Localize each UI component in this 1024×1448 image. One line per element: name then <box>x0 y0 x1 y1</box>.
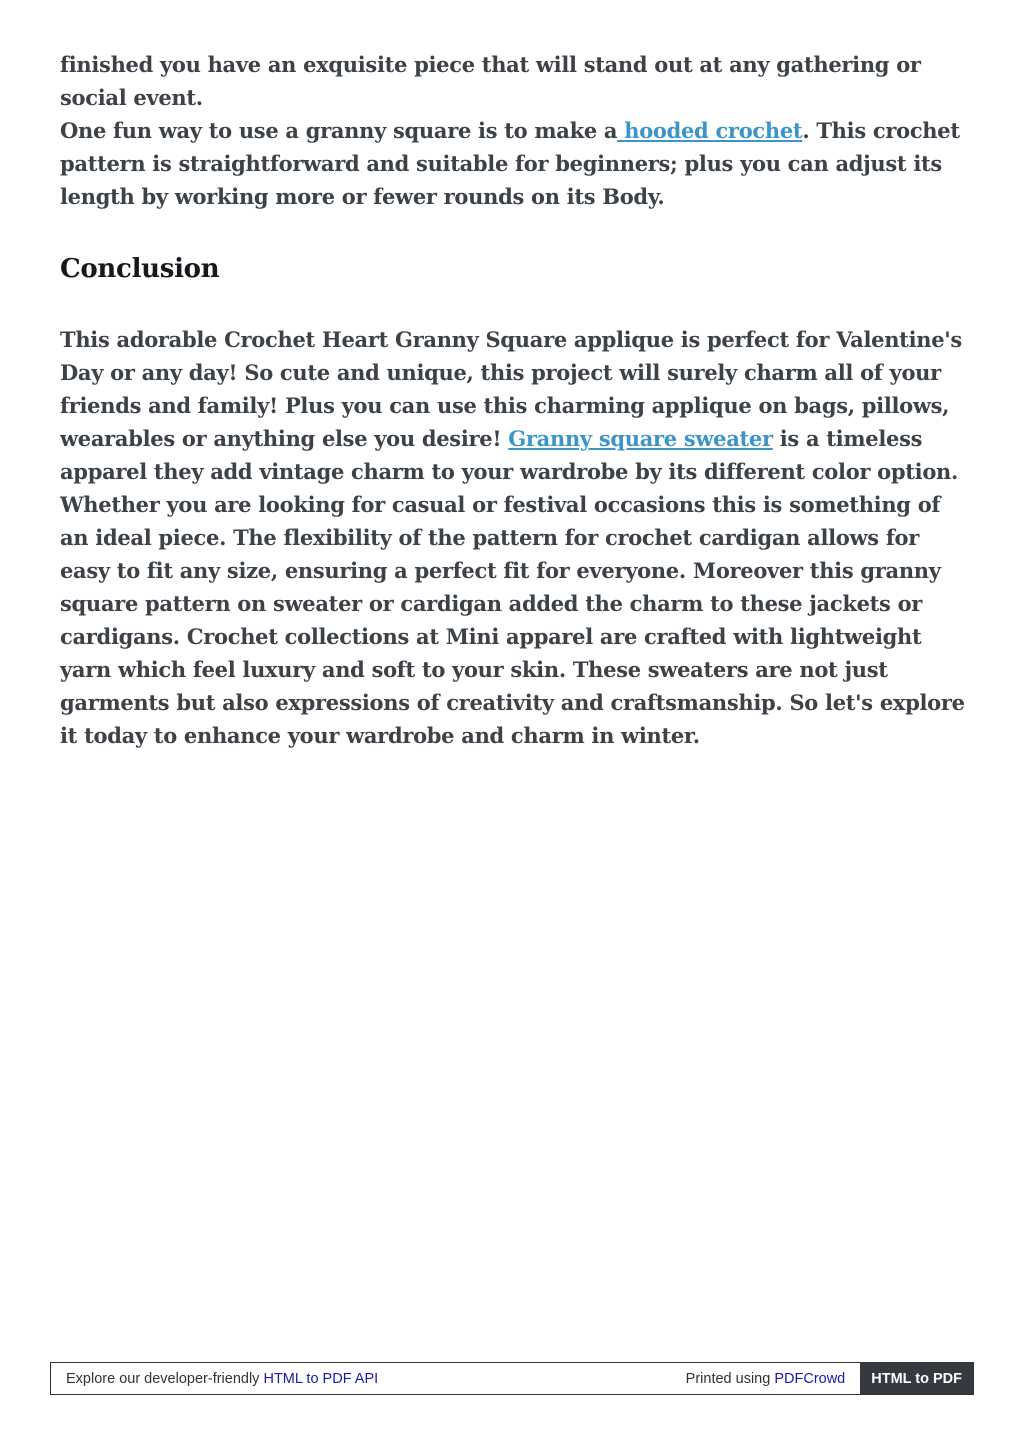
footer-right-text: Printed using <box>685 1370 775 1387</box>
granny-paragraph <box>60 114 970 213</box>
conclusion-text-before: This adorable Crochet Heart Granny Square applique is perfect for Valentine's Day or any day! So cute and unique, this project will surely charm all of your friends and family! Plus you can use this charming applique on bags, pillows, wearables or anything else you desire! <box>60 327 962 451</box>
footer-right <box>686 1371 861 1387</box>
html-to-pdf-badge[interactable]: HTML to PDF <box>860 1363 973 1394</box>
conclusion-paragraph <box>60 323 970 752</box>
pdfcrowd-link[interactable]: PDFCrowd <box>774 1370 846 1387</box>
hooded-crochet-link[interactable]: hooded crochet <box>617 118 803 143</box>
conclusion-heading: Conclusion <box>60 254 220 284</box>
pdfcrowd-footer <box>50 1362 974 1395</box>
footer-left-text: Explore our developer-friendly <box>66 1370 264 1387</box>
html-to-pdf-api-link[interactable]: HTML to PDF API <box>263 1370 379 1387</box>
intro-text: finished you have an exquisite piece that will stand out at any gathering or social event. <box>60 52 921 110</box>
granny-text-before: One fun way to use a granny square is to make a <box>60 118 618 143</box>
conclusion-text-after: is a timeless apparel they add vintage charm to your wardrobe by its different color option. Whether you are looking for casual or festival occasions this is something of an ideal piece. The flexibility of the pattern for crochet cardigan allows for easy to fit any size, ensuring a perfect fit for everyone. Moreover this granny square pattern on sweater or cardigan added the charm to these jackets or cardigans. Crochet collections at Mini apparel are crafted with lightweight yarn which feel luxury and soft to your skin. These sweaters are not just garments but also expressions of creativity and craftsmanship. So let's explore it today to enhance your wardrobe and charm in winter. <box>60 426 965 748</box>
article-body <box>60 48 970 752</box>
intro-paragraph <box>60 48 970 114</box>
granny-square-sweater-link[interactable]: Granny square sweater <box>508 426 773 451</box>
footer-left <box>51 1371 686 1387</box>
granny-text-after: . This crochet pattern is straightforward and suitable for beginners; plus you can adjust its length by working more or fewer rounds on its Body. <box>60 118 960 209</box>
